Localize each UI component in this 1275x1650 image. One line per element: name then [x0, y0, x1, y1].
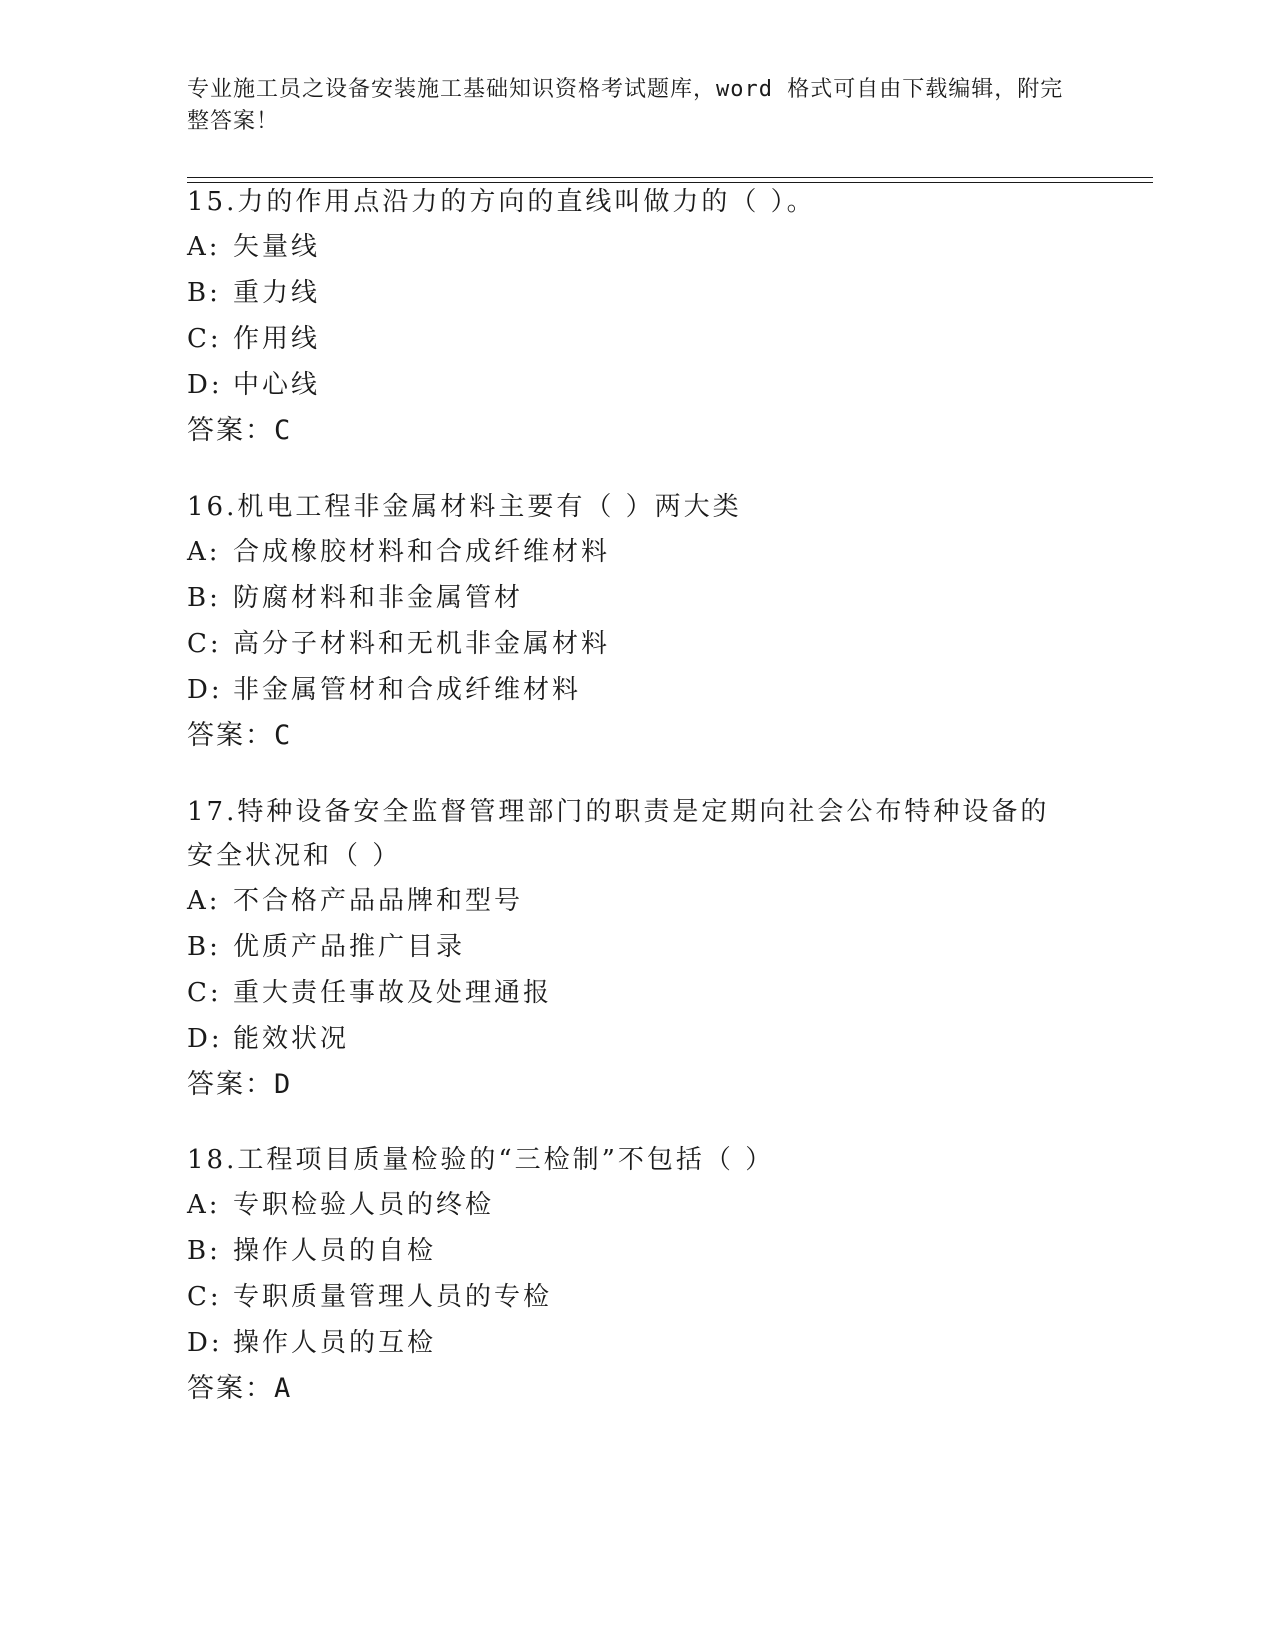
option-letter: A:	[187, 1190, 221, 1220]
option-letter: B:	[187, 583, 221, 613]
question-18	[187, 1138, 1087, 1412]
option-letter: D:	[187, 1024, 223, 1054]
answer-label: 答案：	[187, 1373, 274, 1404]
answer-label: 答案：	[187, 720, 274, 751]
option-a	[187, 1182, 1087, 1228]
question-stem: 15.力的作用点沿力的方向的直线叫做力的（ ）。	[187, 187, 816, 217]
document-intro: 专业施工员之设备安装施工基础知识资格考试题库，word 格式可自由下载编辑，附完整答案！	[187, 77, 1064, 134]
option-a	[187, 224, 1087, 270]
option-d	[187, 1016, 1067, 1062]
option-text: 合成橡胶材料和合成纤维材料	[233, 537, 611, 567]
answer-line	[187, 1062, 1067, 1108]
option-text: 作用线	[233, 324, 321, 354]
option-b	[187, 1228, 1087, 1274]
option-letter: D:	[187, 1328, 223, 1358]
option-d	[187, 667, 1087, 713]
option-letter: C:	[187, 978, 222, 1008]
option-b	[187, 924, 1067, 970]
option-c	[187, 970, 1067, 1016]
question-stem: 18.工程项目质量检验的“三检制”不包括（ ）	[187, 1145, 775, 1175]
option-letter: A:	[187, 886, 221, 916]
option-letter: D:	[187, 370, 223, 400]
option-letter: C:	[187, 629, 222, 659]
header-divider-top	[187, 177, 1153, 178]
answer-line	[187, 1366, 1087, 1412]
option-letter: B:	[187, 932, 221, 962]
option-text: 专职质量管理人员的专检	[233, 1282, 553, 1312]
option-a	[187, 529, 1087, 575]
option-b	[187, 575, 1087, 621]
option-letter: A:	[187, 537, 221, 567]
answer-value: C	[274, 415, 291, 446]
answer-value: C	[274, 720, 291, 751]
question-stem: 16.机电工程非金属材料主要有（ ）两大类	[187, 492, 742, 522]
option-text: 优质产品推广目录	[233, 932, 466, 962]
option-letter: B:	[187, 278, 221, 308]
answer-line	[187, 408, 1087, 454]
answer-value: D	[274, 1069, 291, 1100]
option-text: 非金属管材和合成纤维材料	[233, 675, 582, 705]
option-text: 操作人员的互检	[233, 1328, 437, 1358]
option-text: 专职检验人员的终检	[233, 1190, 495, 1220]
option-text: 重大责任事故及处理通报	[233, 978, 553, 1008]
option-text: 高分子材料和无机非金属材料	[233, 629, 611, 659]
question-17	[187, 790, 1067, 1108]
option-d	[187, 1320, 1087, 1366]
option-text: 重力线	[233, 278, 321, 308]
option-letter: C:	[187, 324, 222, 354]
option-letter: B:	[187, 1236, 221, 1266]
option-a	[187, 878, 1067, 924]
option-text: 不合格产品品牌和型号	[233, 886, 524, 916]
option-text: 中心线	[233, 370, 321, 400]
option-c	[187, 621, 1087, 667]
question-15	[187, 180, 1087, 454]
option-text: 防腐材料和非金属管材	[233, 583, 524, 613]
option-c	[187, 316, 1087, 362]
answer-line	[187, 713, 1087, 759]
option-text: 矢量线	[233, 232, 321, 262]
option-text: 操作人员的自检	[233, 1236, 437, 1266]
option-letter: D:	[187, 675, 223, 705]
question-16	[187, 485, 1087, 759]
option-d	[187, 362, 1087, 408]
option-b	[187, 270, 1087, 316]
answer-label: 答案：	[187, 415, 274, 446]
answer-value: A	[274, 1373, 291, 1404]
option-c	[187, 1274, 1087, 1320]
option-letter: A:	[187, 232, 221, 262]
option-text: 能效状况	[233, 1024, 350, 1054]
option-letter: C:	[187, 1282, 222, 1312]
answer-label: 答案：	[187, 1069, 274, 1100]
question-stem: 17.特种设备安全监督管理部门的职责是定期向社会公布特种设备的安全状况和（ ）	[187, 797, 1050, 871]
